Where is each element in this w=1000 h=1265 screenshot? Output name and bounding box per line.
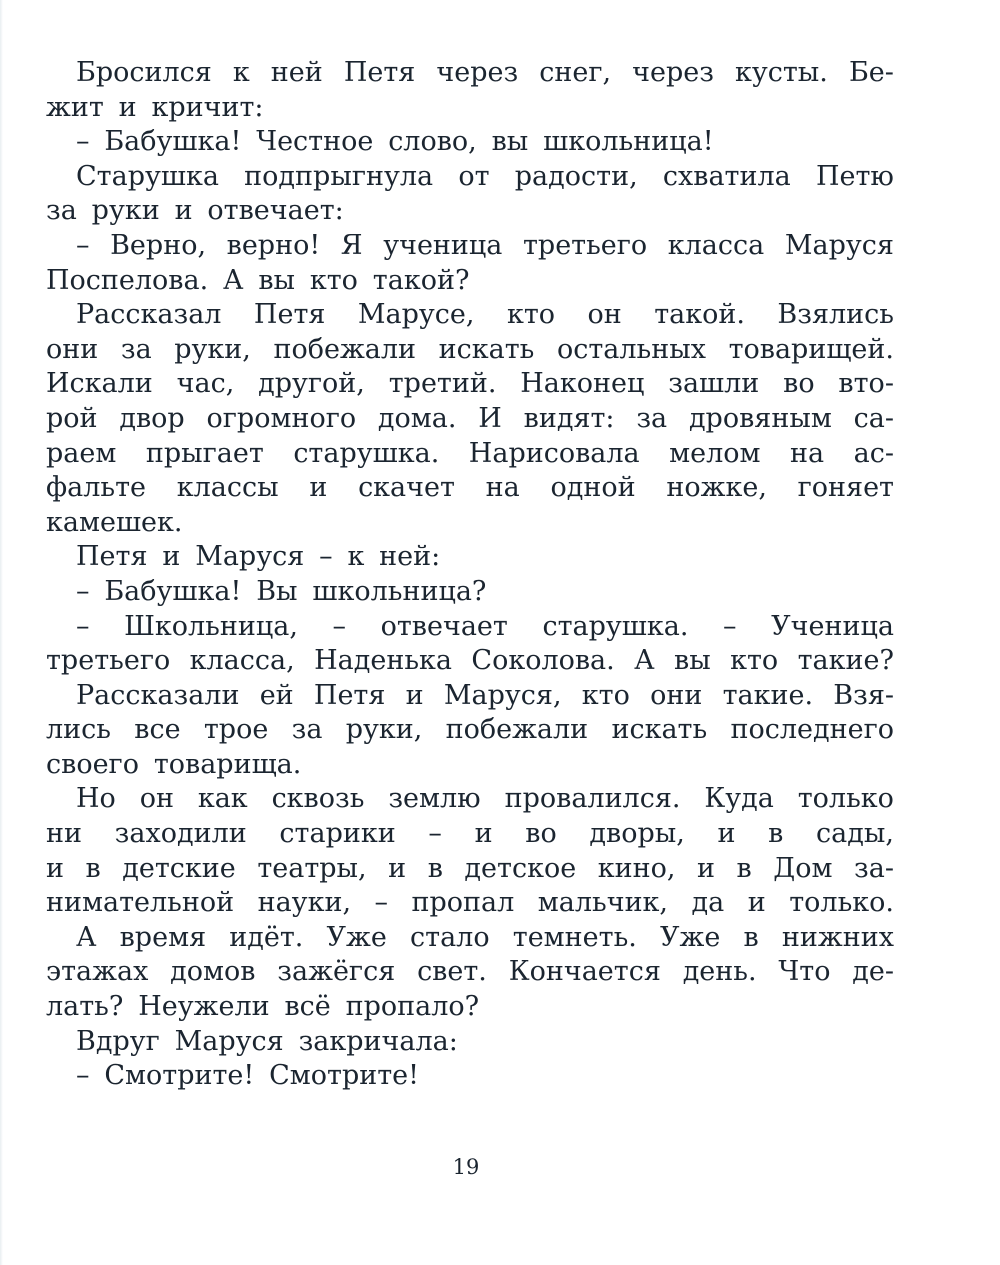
text-line: и в детские театры, и в детское кино, и в Дом за- — [46, 852, 894, 884]
page-number: 19 — [452, 1155, 480, 1179]
text-line: – Бабушка! Вы школьница? — [76, 575, 487, 607]
story-text — [46, 56, 894, 1094]
text-line: раем прыгает старушка. Нарисовала мелом на ас- — [46, 437, 894, 469]
text-line: – Школьница, – отвечает старушка. – Ученица — [76, 610, 894, 642]
text-line: третьего класса, Наденька Соколова. А вы кто такие? — [46, 645, 894, 677]
page-edge-shadow — [0, 0, 3, 1265]
text-line: своего товарища. — [46, 748, 302, 780]
text-line: Рассказал Петя Марусе, кто он такой. Взялись — [76, 299, 894, 331]
text-line: Но он как сквозь землю провалился. Куда только — [76, 783, 894, 815]
text-line: рой двор огромного дома. И видят: за дровяным са- — [46, 402, 894, 434]
text-line: Старушка подпрыгнула от радости, схватила Петю — [76, 160, 894, 192]
text-line: – Бабушка! Честное слово, вы школьница! — [76, 126, 714, 158]
text-line: фальте классы и скачет на одной ножке, гоняет — [46, 472, 894, 504]
text-line: лись все трое за руки, побежали искать последнего — [46, 714, 894, 746]
text-line: Бросился к ней Петя через снег, через кусты. Бе- — [76, 57, 894, 88]
text-line: – Верно, верно! Я ученица третьего класса Маруся — [76, 229, 894, 261]
text-line: Искали час, другой, третий. Наконец зашли во вто- — [46, 368, 894, 400]
text-line: камешек. — [46, 506, 183, 538]
text-line: Петя и Маруся – к ней: — [76, 541, 441, 573]
text-line: Рассказали ей Петя и Маруся, кто они такие. Взя- — [76, 679, 894, 711]
text-line: – Смотрите! Смотрите! — [76, 1060, 419, 1092]
text-line: они за руки, побежали искать остальных товарищей. — [46, 333, 894, 365]
text-line: Вдруг Маруся закричала: — [76, 1025, 458, 1057]
text-line: Поспелова. А вы кто такой? — [46, 264, 470, 296]
text-line: нимательной науки, – пропал мальчик, да и только. — [46, 887, 894, 919]
text-line: лать? Неужели всё пропало? — [46, 991, 480, 1023]
text-line: ни заходили старики – и во дворы, и в сады, — [46, 818, 894, 850]
text-line: А время идёт. Уже стало темнеть. Уже в нижних — [76, 921, 894, 953]
text-line: за руки и отвечает: — [46, 195, 344, 227]
text-line: этажах домов зажёгся свет. Кончается день. Что де- — [46, 956, 894, 988]
text-line: жит и кричит: — [46, 91, 264, 123]
